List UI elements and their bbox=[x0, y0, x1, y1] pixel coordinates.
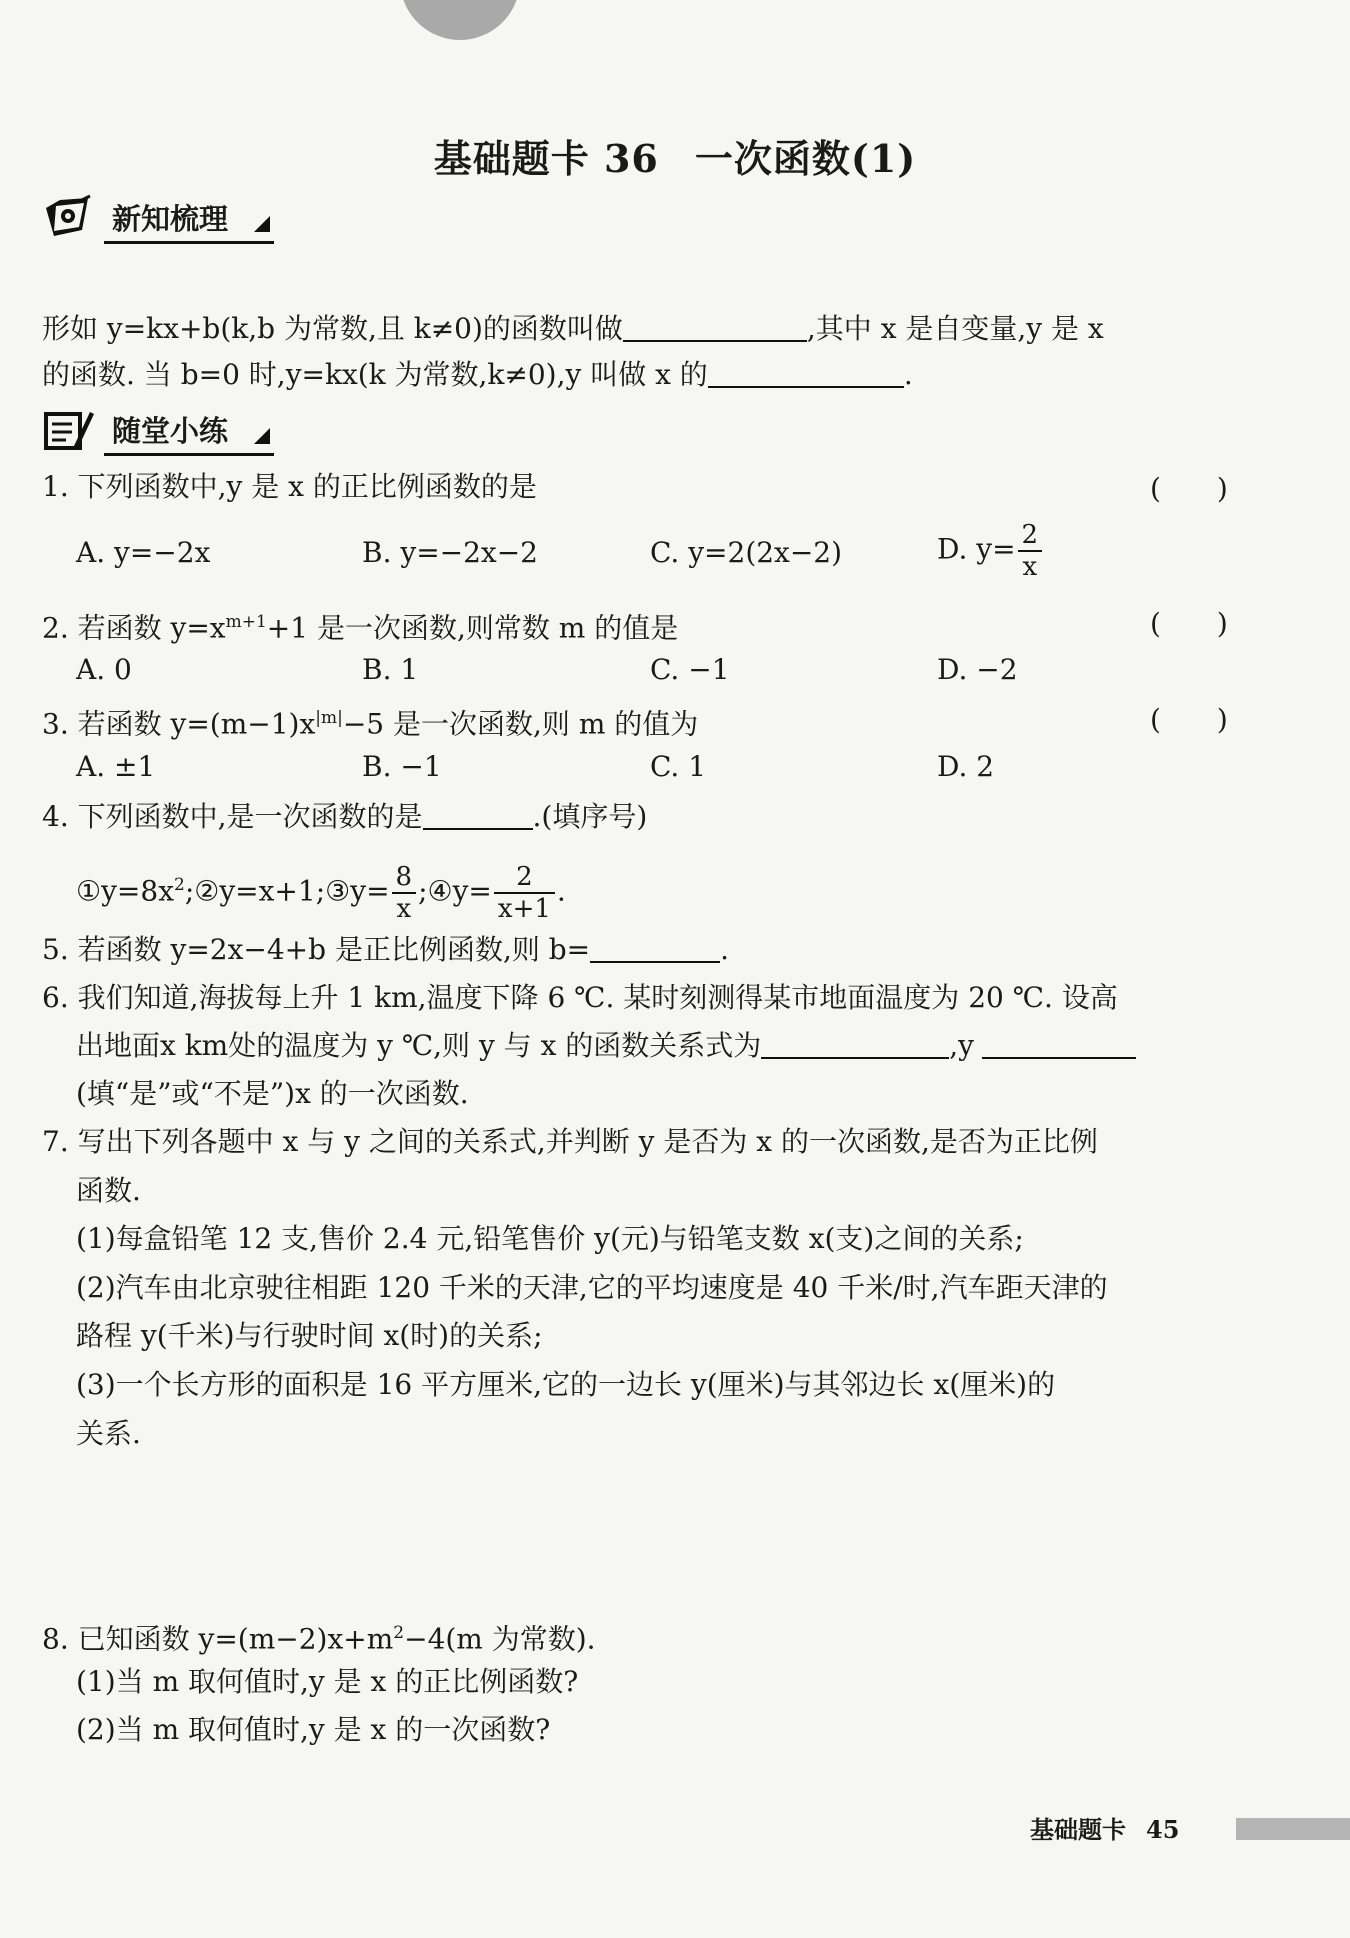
question-4-options: $①y=8x^2;②y=x+1;③y=$ $\frac{8}{x}$ ;④y= $\frac{2}{x+1}$ . bbox=[76, 861, 566, 924]
question-7-part-1: (1)每盒铅笔 12 支,售价 2.4 元,铅笔售价 y(元)与铅笔支数 x(支)之间的关系; bbox=[76, 1222, 1024, 1255]
question-6-line-3: (填“是”或“不是”)x 的一次函数. bbox=[76, 1077, 469, 1110]
triangle-marker-icon bbox=[254, 428, 270, 444]
question-3-stem: 3. 若函数 $y=(m-1)x^{|m|}-5$ 是一次函数,则 m 的值为 bbox=[42, 707, 699, 741]
q1-option-d[interactable]: D. y= $\frac{2}{x}$ bbox=[937, 520, 1044, 582]
blank-answer[interactable] bbox=[590, 931, 720, 963]
question-7-part-3-line-1: (3)一个长方形的面积是 16 平方厘米,它的一边长 y(厘米)与其邻边长 x(厘米)的 bbox=[76, 1368, 1056, 1401]
blank-answer[interactable] bbox=[423, 798, 533, 830]
answer-paren[interactable]: ( ) bbox=[1150, 703, 1228, 736]
question-4-stem: 4. 下列函数中,是一次函数的是 .(填序号) bbox=[42, 800, 648, 833]
page-number: 45 bbox=[1146, 1815, 1180, 1844]
section-header-new-knowledge bbox=[42, 192, 270, 242]
answer-paren[interactable]: ( ) bbox=[1150, 472, 1228, 505]
page-tab-decoration bbox=[400, 0, 520, 40]
question-7-line-1: 7. 写出下列各题中 x 与 y 之间的关系式,并判断 y 是否为 x 的一次函数,是否为正比例 bbox=[42, 1125, 1098, 1158]
q1-option-a[interactable]: A. y=−2x bbox=[76, 536, 211, 569]
question-6-line-2: 出地面x km处的温度为 y ℃,则 y 与 x 的函数关系式为 ,y bbox=[76, 1026, 1136, 1066]
q1-option-b[interactable]: B. y=−2x−2 bbox=[362, 536, 538, 569]
card-number: 基础题卡 36 bbox=[433, 136, 659, 181]
triangle-marker-icon bbox=[254, 216, 270, 232]
page-title bbox=[0, 128, 1350, 183]
question-7-part-2-line-1: (2)汽车由北京驶往相距 120 千米的天津,它的平均速度是 40 千米/时,汽车距天津的 bbox=[76, 1271, 1108, 1304]
q2-option-d[interactable]: D. −2 bbox=[937, 653, 1018, 686]
section-label: 随堂小练 bbox=[112, 413, 229, 448]
question-2-stem: 2. 若函数 $y=x^{m+1}+1$ 是一次函数,则常数 m 的值是 bbox=[42, 611, 679, 645]
question-5-stem: 5. 若函数 y=2x−4+b 是正比例函数,则 b= . bbox=[42, 933, 730, 966]
answer-paren[interactable]: ( ) bbox=[1150, 607, 1228, 640]
question-8-part-2: (2)当 m 取何值时,y 是 x 的一次函数? bbox=[76, 1713, 551, 1746]
question-6-line-1: 6. 我们知道,海拔每上升 1 km,温度下降 6 ℃. 某时刻测得某市地面温度为 20 ℃. 设高 bbox=[42, 981, 1118, 1014]
question-7-part-2-line-2: 路程 y(千米)与行驶时间 x(时)的关系; bbox=[76, 1319, 543, 1352]
q2-option-a[interactable]: A. 0 bbox=[76, 653, 132, 686]
page-footer bbox=[1030, 1810, 1179, 1845]
pencil-notebook-icon bbox=[42, 406, 94, 452]
q3-option-b[interactable]: B. −1 bbox=[362, 750, 442, 783]
topic-title: 一次函数(1) bbox=[694, 136, 917, 181]
section-header-practice bbox=[42, 404, 270, 454]
q2-option-b[interactable]: B. 1 bbox=[362, 653, 419, 686]
q3-option-c[interactable]: C. 1 bbox=[650, 750, 707, 783]
q3-option-a[interactable]: A. ±1 bbox=[76, 750, 156, 783]
blank-answer[interactable] bbox=[623, 310, 807, 342]
section-label: 新知梳理 bbox=[112, 201, 229, 236]
intro-line-2: 的函数. 当 b=0 时,y=kx(k 为常数,k≠0),y 叫做 x 的 . bbox=[42, 358, 913, 391]
notebook-icon bbox=[42, 194, 94, 240]
question-7-line-2: 函数. bbox=[76, 1174, 141, 1207]
blank-answer[interactable] bbox=[982, 1027, 1136, 1059]
blank-answer[interactable] bbox=[761, 1027, 949, 1059]
q2-option-c[interactable]: C. −1 bbox=[650, 653, 730, 686]
footer-label: 基础题卡 bbox=[1030, 1816, 1126, 1844]
q3-option-d[interactable]: D. 2 bbox=[937, 750, 995, 783]
intro-line-1: 形如 y=kx+b(k,b 为常数,且 k≠0)的函数叫做 ,其中 x 是自变量,y 是 x bbox=[42, 312, 1104, 345]
question-8-part-1: (1)当 m 取何值时,y 是 x 的正比例函数? bbox=[76, 1665, 579, 1698]
q1-option-c[interactable]: C. y=2(2x−2) bbox=[650, 536, 843, 569]
question-1-stem: 1. 下列函数中,y 是 x 的正比例函数的是 bbox=[42, 470, 537, 503]
question-7-part-3-line-2: 关系. bbox=[76, 1417, 141, 1450]
blank-answer[interactable] bbox=[708, 356, 904, 388]
footer-bar-decoration bbox=[1236, 1818, 1350, 1840]
question-8-stem: 8. 已知函数 $y=(m-2)x+m^2-4(m$ 为常数). bbox=[42, 1622, 596, 1656]
